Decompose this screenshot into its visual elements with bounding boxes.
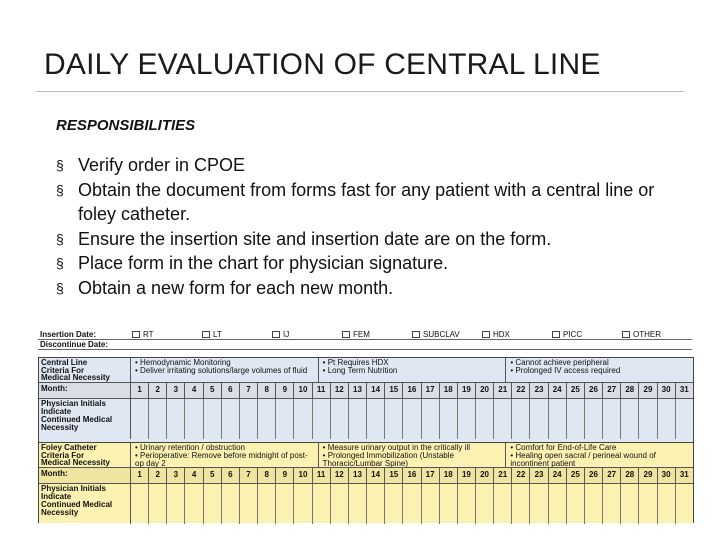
initial-cell[interactable]: [639, 484, 657, 524]
bullet-icon: §: [56, 255, 64, 271]
day-number: 10: [294, 468, 312, 483]
central-initials-row: Physician Initials Indicate Continued Medical Necessity: [39, 399, 693, 439]
day-number: 6: [222, 468, 240, 483]
central-criteria-col3: • Cannot achieve peripheral • Prolonged IV access required: [510, 358, 621, 375]
day-number: 27: [603, 383, 621, 398]
initial-cell[interactable]: [331, 399, 349, 439]
day-number: 22: [512, 468, 530, 483]
evaluation-form: [38, 330, 692, 522]
initial-cell[interactable]: [458, 399, 476, 439]
day-number: 9: [276, 383, 294, 398]
site-option-label: OTHER: [633, 330, 661, 339]
foley-criteria-col1: • Urinary retention / obstruction • Perioperative: Remove before midnight of post-op day 2: [131, 443, 319, 467]
initial-cell[interactable]: [331, 484, 349, 524]
day-number: 3: [167, 468, 185, 483]
day-number: 27: [603, 468, 621, 483]
initial-cell[interactable]: [185, 484, 203, 524]
checkbox-icon[interactable]: [552, 331, 560, 338]
list-item: § Obtain the document from forms fast for any patient with a central line or foley catheter.: [56, 179, 655, 224]
day-number: 25: [567, 383, 585, 398]
checkbox-icon[interactable]: [272, 331, 280, 338]
initial-cell[interactable]: [385, 399, 403, 439]
initial-cell[interactable]: [512, 399, 530, 439]
initial-cell[interactable]: [530, 399, 548, 439]
responsibility-list: [56, 153, 676, 300]
initial-cell[interactable]: [658, 484, 676, 524]
site-options: [132, 330, 692, 339]
central-day-numbers: [131, 383, 693, 398]
foley-criteria-col2: • Measure urinary output in the critically ill • Prolonged Immobilization (Unstable Thoracic/Lumbar Spine): [319, 443, 507, 467]
day-number: 16: [403, 468, 421, 483]
initial-cell[interactable]: [440, 399, 458, 439]
initial-cell[interactable]: [567, 484, 585, 524]
site-option[interactable]: [482, 330, 552, 339]
site-option[interactable]: [622, 330, 692, 339]
day-number: 2: [149, 468, 167, 483]
initial-cell[interactable]: [131, 399, 149, 439]
day-number: 18: [440, 383, 458, 398]
initial-cell[interactable]: [422, 399, 440, 439]
central-criteria-col2: • Pt Requires HDX • Long Term Nutrition: [319, 358, 507, 382]
site-option-label: HDX: [493, 330, 510, 339]
initial-cell[interactable]: [585, 484, 603, 524]
day-number: 26: [585, 383, 603, 398]
site-option[interactable]: [412, 330, 482, 339]
day-number: 15: [385, 468, 403, 483]
initial-cell[interactable]: [204, 399, 222, 439]
bullet-icon: §: [56, 157, 64, 173]
day-number: 22: [512, 383, 530, 398]
section-heading: RESPONSIBILITIES: [56, 117, 196, 134]
initial-cell[interactable]: [403, 484, 421, 524]
day-number: 7: [240, 383, 258, 398]
foley-initials-row: Physician Initials Indicate Continued Medical Necessity: [39, 484, 693, 524]
day-number: 15: [385, 383, 403, 398]
day-number: 11: [313, 468, 331, 483]
checkbox-icon[interactable]: [202, 331, 210, 338]
initial-cell[interactable]: [458, 484, 476, 524]
initial-cell[interactable]: [258, 484, 276, 524]
initial-cell[interactable]: [494, 484, 512, 524]
day-number: 23: [530, 468, 548, 483]
day-number: 20: [476, 383, 494, 398]
initial-cell[interactable]: [512, 484, 530, 524]
initial-cell[interactable]: [185, 399, 203, 439]
initial-cell[interactable]: [131, 484, 149, 524]
insertion-date-row: [38, 330, 692, 340]
foley-catheter-section: [38, 442, 694, 523]
initial-cell[interactable]: [676, 484, 693, 524]
day-number: 9: [276, 468, 294, 483]
site-option[interactable]: [342, 330, 412, 339]
day-number: 24: [549, 468, 567, 483]
initial-cell[interactable]: [494, 399, 512, 439]
initial-cell[interactable]: [313, 399, 331, 439]
initial-cell[interactable]: [676, 399, 693, 439]
day-number: 3: [167, 383, 185, 398]
day-number: 16: [403, 383, 421, 398]
foley-criteria-col3: • Comfort for End-of-Life Care • Healing open sacral / perineal wound of incontinent patient: [510, 443, 656, 468]
initial-cell[interactable]: [621, 484, 639, 524]
initial-cell[interactable]: [385, 484, 403, 524]
insertion-date-label: Insertion Date:: [40, 330, 97, 339]
initial-cell[interactable]: [240, 484, 258, 524]
checkbox-icon[interactable]: [482, 331, 490, 338]
checkbox-icon[interactable]: [132, 331, 140, 338]
initial-cell[interactable]: [149, 484, 167, 524]
list-item: § Place form in the chart for physician signature.: [56, 251, 676, 276]
day-number: 7: [240, 468, 258, 483]
site-option[interactable]: [272, 330, 342, 339]
site-option[interactable]: [202, 330, 272, 339]
initial-cell[interactable]: [476, 484, 494, 524]
day-number: 4: [185, 468, 203, 483]
initial-cell[interactable]: [349, 484, 367, 524]
day-number: 14: [367, 468, 385, 483]
initial-cell[interactable]: [222, 484, 240, 524]
initial-cell[interactable]: [367, 484, 385, 524]
day-number: 8: [258, 468, 276, 483]
initial-cell[interactable]: [530, 484, 548, 524]
initial-cell[interactable]: [240, 399, 258, 439]
day-number: 1: [131, 468, 149, 483]
day-number: 14: [367, 383, 385, 398]
initial-cell[interactable]: [258, 399, 276, 439]
initial-cell[interactable]: [567, 399, 585, 439]
day-number: 11: [313, 383, 331, 398]
discontinue-date-label: Discontinue Date:: [40, 340, 109, 349]
day-number: 30: [658, 383, 676, 398]
title-divider: [36, 91, 684, 92]
central-criteria-col1: • Hemodynamic Monitoring • Deliver irritating solutions/large volumes of fluid: [131, 358, 319, 382]
day-number: 31: [679, 385, 689, 394]
initial-cell[interactable]: [403, 399, 421, 439]
day-number: 5: [204, 383, 222, 398]
checkbox-icon[interactable]: [622, 331, 630, 338]
day-number: 19: [458, 468, 476, 483]
initial-cell[interactable]: [422, 484, 440, 524]
day-number: 17: [422, 383, 440, 398]
central-criteria-label: Central Line Criteria For Medical Necessity: [39, 358, 131, 382]
day-number: 13: [349, 468, 367, 483]
initial-cell[interactable]: [167, 484, 185, 524]
day-number: 25: [567, 468, 585, 483]
initial-cell[interactable]: [204, 484, 222, 524]
central-line-section: [38, 357, 694, 443]
day-number: 29: [639, 468, 657, 483]
initial-cell[interactable]: [549, 399, 567, 439]
site-option-label: RT: [143, 330, 154, 339]
list-item: § Ensure the insertion site and insertion date are on the form.: [56, 227, 676, 252]
initial-cell[interactable]: [585, 399, 603, 439]
day-number: 12: [331, 468, 349, 483]
initial-cell[interactable]: [276, 399, 294, 439]
day-number: 12: [331, 383, 349, 398]
day-number: 17: [422, 468, 440, 483]
discontinue-date-row: [38, 340, 692, 350]
day-number: 20: [476, 468, 494, 483]
initial-cell[interactable]: [222, 399, 240, 439]
central-month-row: Month: 1 2 3 4 5 6 7 8 9 10 11 12 13 14 15 16 17 18 19 20 21 22 23 24 25 26 27 28 29 30 31: [39, 383, 693, 399]
day-number: 21: [494, 468, 512, 483]
list-item: § Obtain a new form for each new month.: [56, 276, 676, 301]
initial-cell[interactable]: [476, 399, 494, 439]
site-option-label: LT: [213, 330, 222, 339]
foley-month-row: Month: 1 2 3 4 5 6 7 8 9 10 11 12 13 14 15 16 17 18 19 20 21 22 23 24 25 26 27 28 29 30 31: [39, 468, 693, 484]
initial-cell[interactable]: [603, 484, 621, 524]
day-number: 29: [639, 383, 657, 398]
initial-cell[interactable]: [440, 484, 458, 524]
day-number: 6: [222, 383, 240, 398]
initial-cell[interactable]: [639, 399, 657, 439]
day-number: 19: [458, 383, 476, 398]
initial-cell[interactable]: [167, 399, 185, 439]
initial-cell[interactable]: [658, 399, 676, 439]
initial-cell[interactable]: [367, 399, 385, 439]
site-option-label: FEM: [353, 330, 370, 339]
checkbox-icon[interactable]: [412, 331, 420, 338]
day-number: 1: [131, 383, 149, 398]
initial-cell[interactable]: [294, 399, 312, 439]
day-number: 10: [294, 383, 312, 398]
initial-cell[interactable]: [603, 399, 621, 439]
day-number: 28: [621, 383, 639, 398]
day-number: 21: [494, 383, 512, 398]
initial-cell[interactable]: [549, 484, 567, 524]
list-item: § Verify order in CPOE: [56, 153, 676, 178]
day-number: 13: [349, 383, 367, 398]
day-number: 8: [258, 383, 276, 398]
site-option-label: IJ: [283, 330, 290, 339]
bullet-icon: §: [56, 230, 64, 247]
day-number: 24: [549, 383, 567, 398]
site-option-label: SUBCLAV: [423, 330, 460, 339]
initial-cell[interactable]: [621, 399, 639, 439]
day-number: 4: [185, 383, 203, 398]
bullet-icon: §: [56, 279, 64, 296]
foley-criteria-label: Foley Catheter Criteria For Medical Necessity: [39, 443, 131, 467]
foley-day-numbers: [131, 468, 693, 483]
foley-initial-cells: [131, 484, 693, 524]
day-number: 5: [204, 468, 222, 483]
day-number: 31: [679, 470, 689, 479]
day-number: 23: [530, 383, 548, 398]
day-number: 26: [585, 468, 603, 483]
initial-cell[interactable]: [349, 399, 367, 439]
day-number: 18: [440, 468, 458, 483]
page-title: DAILY EVALUATION OF CENTRAL LINE: [44, 48, 601, 81]
checkbox-icon[interactable]: [342, 331, 350, 338]
initial-cell[interactable]: [313, 484, 331, 524]
central-initial-cells: [131, 399, 693, 439]
day-number: 2: [149, 383, 167, 398]
site-option[interactable]: [552, 330, 622, 339]
initial-cell[interactable]: [294, 484, 312, 524]
site-option[interactable]: [132, 330, 202, 339]
initial-cell[interactable]: [276, 484, 294, 524]
site-option-label: PICC: [563, 330, 583, 339]
day-number: 30: [658, 468, 676, 483]
day-number: 28: [621, 468, 639, 483]
initial-cell[interactable]: [149, 399, 167, 439]
bullet-icon: §: [56, 181, 64, 198]
